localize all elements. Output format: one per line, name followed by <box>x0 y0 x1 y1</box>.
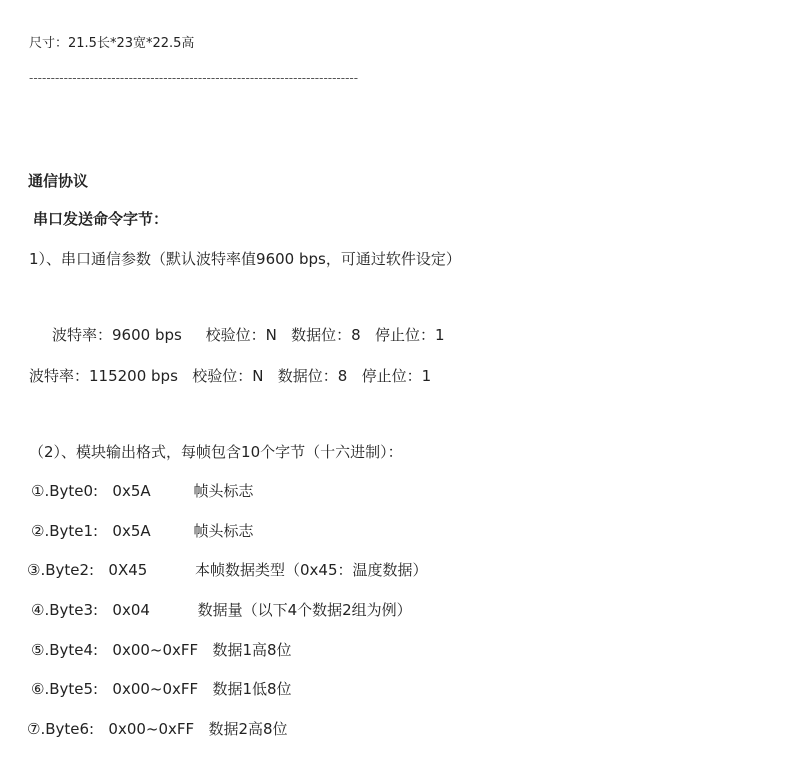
byte-row: ⑥.Byte5: 0x00~0xFF 数据1低8位 <box>31 680 292 698</box>
baud-115200-line: 波特率：115200 bps 校验位：N 数据位：8 停止位：1 <box>29 367 432 385</box>
byte-row: ⑦.Byte6: 0x00~0xFF 数据2高8位 <box>27 720 288 738</box>
baud-9600-line: 波特率：9600 bps 校验位：N 数据位：8 停止位：1 <box>52 326 445 344</box>
separator-line: ---------------------------------------------------------------------------- <box>29 71 359 85</box>
size-line: 尺寸：21.5长*23宽*22.5高 <box>29 36 195 51</box>
item-output-format: （2）、模块输出格式，每帧包含10个字节（十六进制）： <box>29 443 403 461</box>
byte-row: ②.Byte1: 0x5A 帧头标志 <box>31 522 254 540</box>
byte-row: ⑤.Byte4: 0x00~0xFF 数据1高8位 <box>31 641 292 659</box>
byte-row: ④.Byte3: 0x04 数据量（以下4个数据2组为例） <box>31 601 412 619</box>
byte-row: ③.Byte2: 0X45 本帧数据类型（0x45：温度数据） <box>27 561 428 579</box>
item-serial-params: 1）、串口通信参数（默认波特率值9600 bps，可通过软件设定） <box>29 250 461 268</box>
subsection-title: 串口发送命令字节： <box>33 210 169 228</box>
section-title: 通信协议 <box>28 172 89 190</box>
byte-row: ①.Byte0: 0x5A 帧头标志 <box>31 482 254 500</box>
